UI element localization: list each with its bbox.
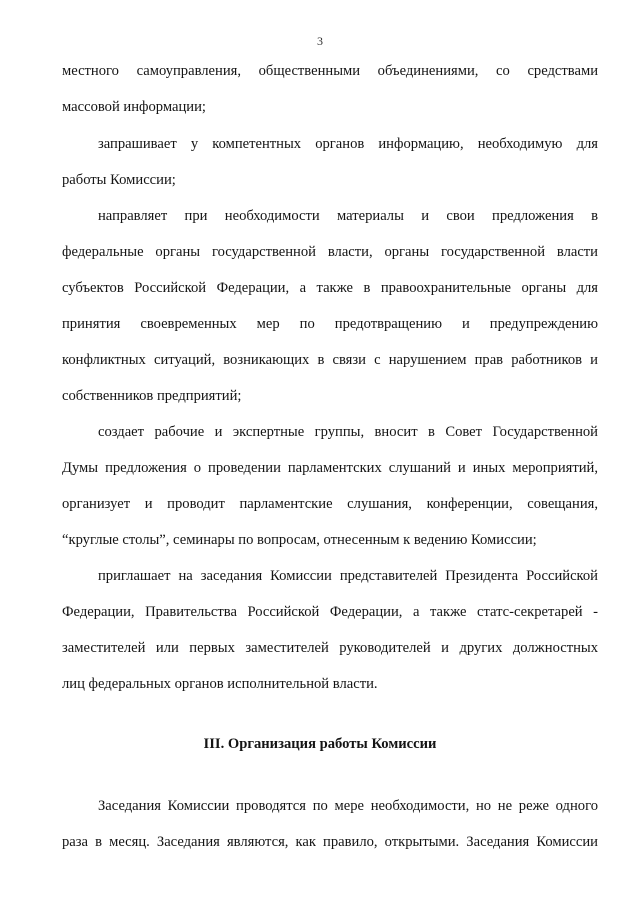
text-line: местного самоуправления, общественными объединениями, со средствами: [62, 63, 598, 79]
text-line: заместителей или первых заместителей руководителей и других должностных: [62, 640, 598, 656]
text-line: Федерации, Правительства Российской Федерации, а также статс-секретарей -: [62, 604, 598, 620]
text-line: приглашает на заседания Комиссии представителей Президента Российской: [98, 568, 598, 584]
text-line: федеральные органы государственной власти, органы государственной власти: [62, 244, 598, 260]
page-number: 3: [317, 34, 323, 48]
text-line: создает рабочие и экспертные группы, вносит в Совет Государственной: [98, 424, 598, 440]
text-line: массовой информации;: [62, 99, 206, 115]
text-line: “круглые столы”, семинары по вопросам, отнесенным к ведению Комиссии;: [62, 532, 537, 548]
text-line: Думы предложения о проведении парламентских слушаний и иных мероприятий,: [62, 460, 598, 476]
text-line: собственников предприятий;: [62, 388, 242, 404]
text-line: раза в месяц. Заседания являются, как правило, открытыми. Заседания Комиссии: [62, 834, 598, 850]
text-line: конфликтных ситуаций, возникающих в связи с нарушением прав работников и: [62, 352, 598, 368]
text-line: субъектов Российской Федерации, а также в правоохранительные органы для: [62, 280, 598, 296]
text-line: Заседания Комиссии проводятся по мере необходимости, но не реже одного: [98, 798, 598, 814]
text-line: принятия своевременных мер по предотвращению и предупреждению: [62, 316, 598, 332]
text-line: направляет при необходимости материалы и свои предложения в: [98, 208, 598, 224]
text-line: организует и проводит парламентские слушания, конференции, совещания,: [62, 496, 598, 512]
text-line: запрашивает у компетентных органов информацию, необходимую для: [98, 136, 598, 152]
text-line: работы Комиссии;: [62, 172, 176, 188]
section-heading: III. Организация работы Комиссии: [203, 736, 437, 752]
text-line: лиц федеральных органов исполнительной власти.: [62, 676, 378, 692]
